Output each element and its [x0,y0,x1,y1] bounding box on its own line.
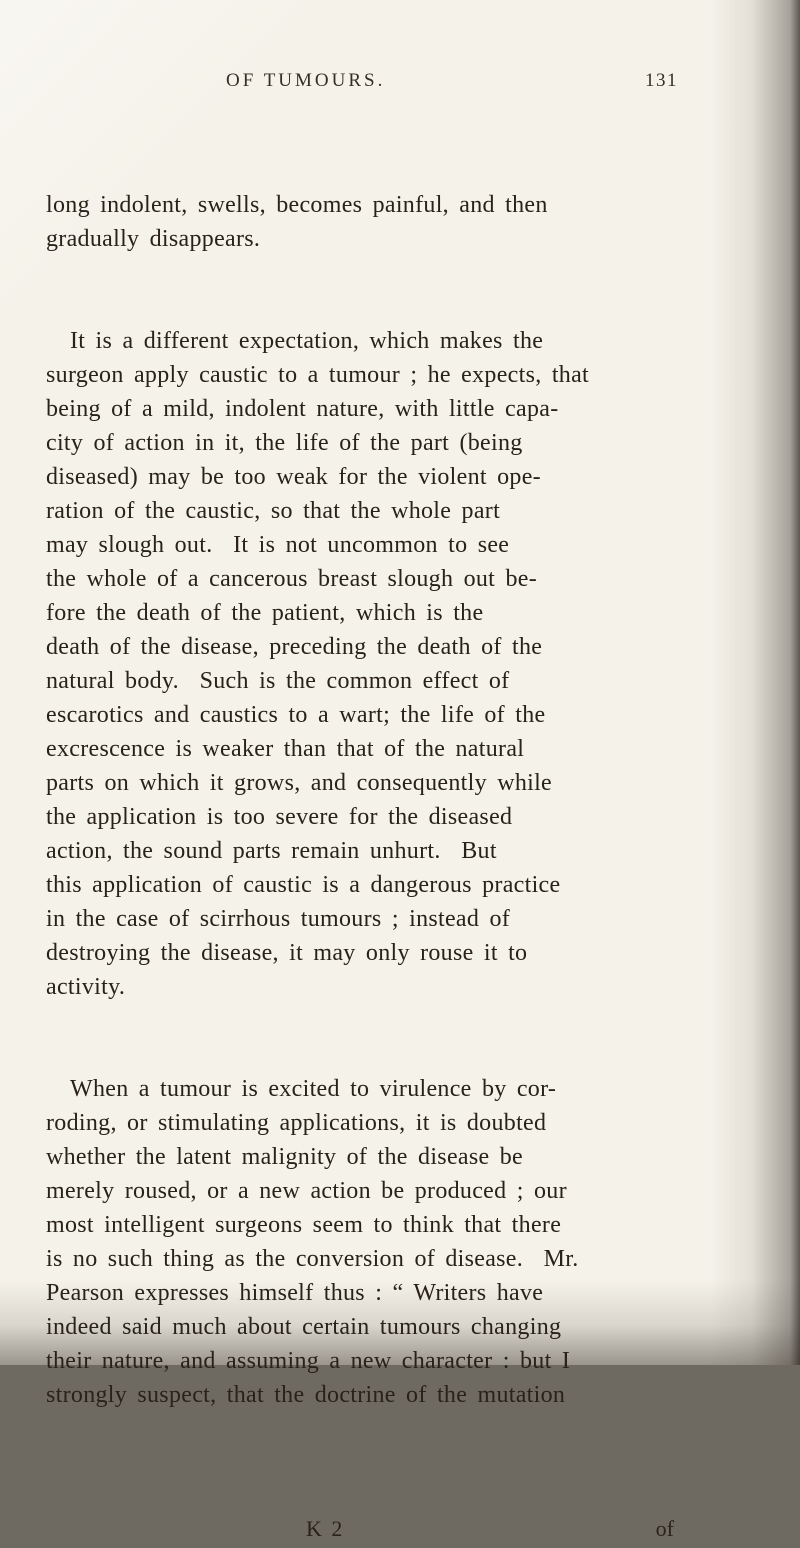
signature-mark: K 2 [306,1516,345,1541]
paragraph-continuation: long indolent, swells, becomes painful, and then gradually disappears. [46,192,548,252]
page-footer [46,1516,736,1548]
paragraph-tumour-virulence: When a tumour is excited to virulence by cor- roding, or stimulating applications, it is doubted whether the latent malignity of the disease be merely roused, or a new action be produced ; our most intelligent surgeons seem to think that there is no such thing as the conversion of disease. Mr. Pearson expresses himself thus : “ Writers have indeed said much about certain tumours changing their nature, and assuming a new character : but I strongly suspect, that the doctrine of the mutation [46,1076,579,1408]
running-title: OF TUMOURS. [226,70,386,91]
page-body [46,120,736,1480]
page-content [46,70,736,1548]
page-header [46,70,736,102]
page-number: 131 [645,70,678,91]
paragraph-caustic-expectation: It is a different expectation, which makes the surgeon apply caustic to a tumour ; he expects, that being of a mild, indolent nature, with little capa- city of action in it, the life of the part (being diseased) may be too weak for the violent ope- ration of the caustic, so that the whole part may slough out. It is not uncommon to see the whole of a cancerous breast slough out be- fore the death of the patient, which is the death of the disease, preceding the death of the natural body. Such is the common effect of escarotics and caustics to a wart; the life of the excrescence is weaker than that of the natural parts on which it grows, and consequently while the application is too severe for the diseased action, the sound parts remain unhurt. But this application of caustic is a dangerous practice in the case of scirrhous tumours ; instead of destroying the disease, it may only rouse it to activity. [46,328,590,1000]
catchword: of [655,1516,674,1541]
